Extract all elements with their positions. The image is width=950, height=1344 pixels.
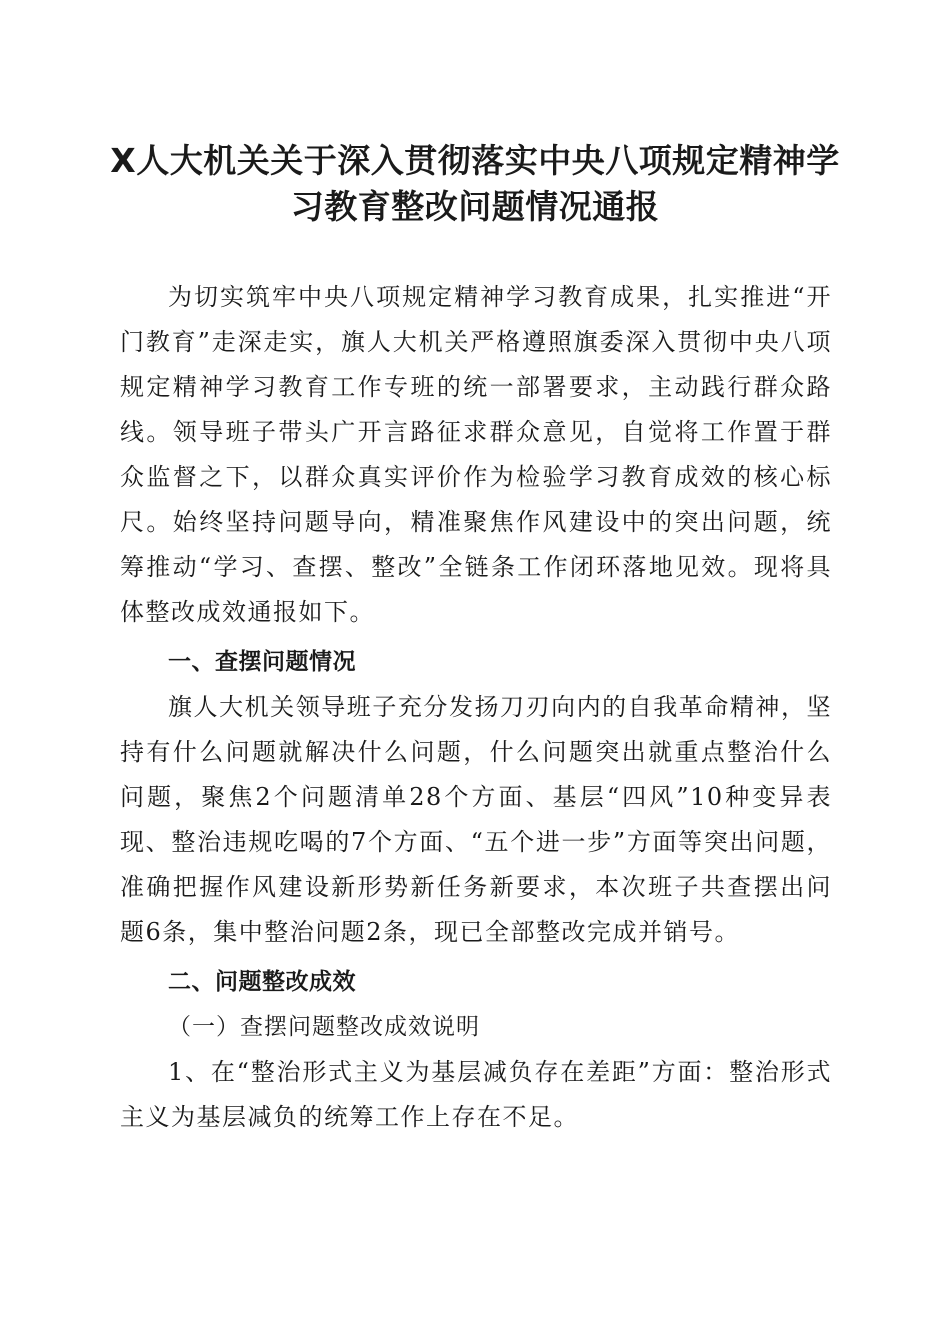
item-1-paragraph: 1、在“整治形式主义为基层减负存在差距”方面：整治形式主义为基层减负的统筹工作上存在不足。 (120, 1058, 832, 1131)
document-body (120, 275, 832, 1140)
section-heading-1: 一、查摆问题情况 (168, 649, 356, 675)
section-1-paragraph: 旗人大机关领导班子充分发扬刀刃向内的自我革命精神，坚持有什么问题就解决什么问题，什么问题突出就重点整治什么问题，聚焦2个问题清单28个方面、基层“四风”10种变异表现、整治违规吃喝的7个方面、“五个进一步”方面等突出问题，准确把握作风建设新形势新任务新要求，本次班子共查摆出问题6条，集中整治问题2条，现已全部整改完成并销号。 (120, 693, 832, 946)
document-title: X人大机关关于深入贯彻落实中央八项规定精神学习教育整改问题情况通报 (110, 141, 840, 226)
subsection-heading-1: （一）查摆问题整改成效说明 (168, 1014, 480, 1040)
section-heading-2: 二、问题整改成效 (168, 969, 356, 995)
intro-paragraph: 为切实筑牢中央八项规定精神学习教育成果，扎实推进“开门教育”走深走实，旗人大机关严格遵照旗委深入贯彻中央八项规定精神学习教育工作专班的统一部署要求，主动践行群众路线。领导班子带头广开言路征求群众意见，自觉将工作置于群众监督之下，以群众真实评价作为检验学习教育成效的核心标尺。始终坚持问题导向，精准聚焦作风建设中的突出问题，统筹推动“学习、查摆、整改”全链条工作闭环落地见效。现将具体整改成效通报如下。 (120, 283, 832, 626)
